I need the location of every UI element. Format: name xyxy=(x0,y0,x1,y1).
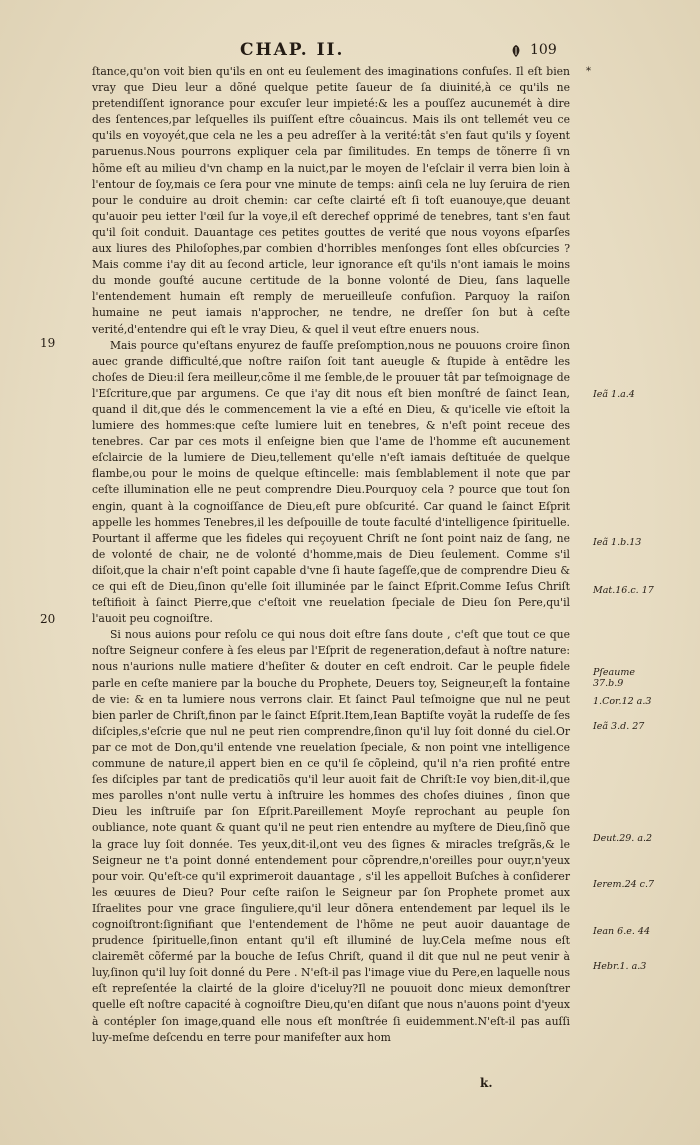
body-text xyxy=(92,64,570,1046)
margin-number-20: 20 xyxy=(40,612,56,626)
fleuron-icon xyxy=(510,44,522,58)
chapter-title: CHAP. II. xyxy=(240,40,345,60)
margin-note: Ieã 1.a.4 xyxy=(593,389,635,400)
page-number: 109 xyxy=(530,42,557,58)
margin-note: Ieã 1.b.13 xyxy=(593,537,642,548)
margin-note: Ierem.24 c.7 xyxy=(593,879,655,890)
signature-mark: k. xyxy=(480,1076,493,1090)
paragraph-20: Si nous auions pour reſolu ce qui nous doit eſtre ſans doute , c'eſt que tout ce que noſtre Seigneur confere à ſes eleus par l'Eſprit de regeneration,defaut à noſtre nature: nous n'aurions nulle matiere d'heſiter & douter en ceſt endroit. Car le peuple fidele parle en ceſte maniere par la bouche du Prophete, Deuers toy, Seigneur,eſt la fontaine de vie: & en ta lumiere nous verrons clair. Et ſainct Paul teſmoigne que nul ne peut bien parler de Chriſt,finon par le ſainct Eſprit.Item,Iean Baptiſte voyãt la rudeſſe de ſes diſciples,s'eſcrie que nul ne peut rien comprendre,ſinon qu'il luy ſoit donné du ciel.Or par ce mot de Don,qu'il entende vne reuelation ſpeciale, & non point vne intelligence commune de nature,il appert bien en ce qu'il ſe cõpleind, qu'il n'a rien profité entre ſes diſciples par tant de predicatiõs qu'il leur auoit fait de Chriſt:Ie voy bien,dit-il,que mes parolles n'ont nulle vertu à inſtruire les hommes des choſes diuines , ſinon que Dieu les inſtruiſe par ſon Eſprit.Pareillement Moyſe reprochant au peuple ſon oubliance, note quant & quant qu'il ne peut rien entendre au myſtere de Dieu,ſinõ que la grace luy ſoit donnée. Tes yeux,dit-il,ont veu des ſignes & miracles treſgrãs,& le Seigneur ne t'a point donné entendement pour cõprendre,n'oreilles pour ouyr,n'yeux pour voir. Qu'eſt-ce qu'il exprimeroit dauantage , s'il les appelloit Buſches à conſiderer les œuures de Dieu? Pour ceſte raiſon le Seigneur par ſon Prophete promet aux Iſraelites pour vne grace ſinguliere,qu'il leur dõnera entendement par lequel ils le cognoiſtront:ſignifiant que l'entendement de l'hõme ne peut auoir dauantage de prudence ſpirituelle,ſinon entant qu'il eſt illuminé de luy.Cela meſme nous eſt clairemẽt cõfermé par la bouche de Ieſus Chriſt, quand il dit que nul ne peut venir à luy,ſinon qu'il luy ſoit donné du Pere . N'eſt-il pas l'image viue du Pere,en laquelle nous eſt repreſentée la clairté de la gloire d'iceluy?Il ne pouuoit donc mieux demonſtrer quelle eſt noſtre capacité à cognoiſtre Dieu,qu'en diſant que nous n'auons point d'yeux à contépler ſon image,quand elle nous eſt monſtrée ſi euidemment.N'eſt-il pas auſſi luy-meſme deſcendu en terre pour manifeſter aux hom xyxy=(92,628,570,1044)
margin-note: Ieã 3.d. 27 xyxy=(593,721,645,732)
margin-number-19: 19 xyxy=(40,336,56,350)
margin-note: 1.Cor.12 a.3 xyxy=(593,696,652,707)
paragraph-19: Mais pource qu'eſtans enyurez de fauſſe preſomption,nous ne pouuons croire ſinon auec grande difficulté,que noſtre raiſon ſoit tant aueugle & ſtupide à entẽdre les choſes de Dieu:il ſera meilleur,cõme il me ſemble,de le prouuer tât par teſmoignage de l'Eſcriture,que par argumens. Ce que i'ay dit nous eſt bien monſtré de ſainct Iean, quand il dit,que dés le commencement la vie a eſté en Dieu, & qu'icelle vie eſtoit la lumiere des hommes:que ceſte lumiere luit en tenebres, & n'eſt point receue des tenebres. Car par ces mots il enſeigne bien que l'ame de l'homme eſt aucunement eſclaircie de la lumiere de Dieu,tellement qu'elle n'eſt iamais deſtituée de quelque flambe,ou pour le moins de quelque eſtincelle: mais ſemblablement il note que par ceſte illumination elle ne peut comprendre Dieu.Pourquoy cela ? pource que tout ſon engin, quant à la cognoiſſance de Dieu,eſt pure obſcurité. Car quand le ſainct Eſprit appelle les hommes Tenebres,il les deſpouille de toute faculté d'intelligence ſpirituelle. Pourtant il afferme que les fideles qui reçoyuent Chriſt ne ſont point naiz de ſang, ne de volonté de chair, ne de volonté d'homme,mais de Dieu ſeulement. Comme s'il diſoit,que la chair n'eſt point capable d'vne ſi haute ſageſſe,que de comprendre Dieu & ce qui eſt de Dieu,ſinon qu'elle ſoit illuminée par le ſainct Eſprit.Comme Ieſus Chriſt teſtifioit à ſainct Pierre,que c'eſtoit vne reuelation ſpeciale de Dieu ſon Pere,qu'il l'auoit peu cognoiſtre. xyxy=(92,338,570,626)
paragraph-continuation: ſtance,qu'on voit bien qu'ils en ont eu ſeulement des imaginations confuſes. Il eſt bien vray que Dieu leur a dõné quelque petite ſaueur de ſa diuinité,à ce qu'ils ne pretendiſſent ignorance pour excuſer leur impieté:& les a pouſſez aucunemét à dire des ſentences,par leſquelles ils puiſſent eſtre côuaincus. Mais ils ont tellemét veu ce qu'ils en voyoyét,que cela ne les a peu adreſſer à la verité:tât s'en faut qu'ils y ſoyent paruenus.Nous pourrons expliquer cela par ſimilitudes. En temps de tõnerre ſi vn hõme eſt au milieu d'vn champ en la nuict,par le moyen de l'eſclair il verra bien loin à l'entour de ſoy,mais ce ſera pour vne minute de temps: ainſi cela ne luy ſeruira de rien pour le conduire au droit chemin: car ceſte clairté eſt ſi toſt euanouye,que deuant qu'auoir peu ietter l'œil ſur la voye,il eſt derechef opprimé de tenebres, tant s'en faut qu'il ſoit conduit. Dauantage ces petites gouttes de verité que nous voyons eſparſes aux liures des Philoſophes,par combien d'horribles menſonges ſont elles obſcurcies ? Mais comme i'ay dit au ſecond article, leur ignorance eſt qu'ils n'ont iamais le moins du monde gouſté aucune certitude de la bonne volonté de Dieu, ſans laquelle l'entendement humain eſt remply de merueilleuſe confuſion. Parquoy la raiſon humaine ne peut iamais n'approcher, ne tendre, ne dreſſer ſon but à ceſte verité,d'entendre qui eſt le vray Dieu, & quel il veut eſtre enuers nous. xyxy=(92,65,570,336)
margin-note: Hebr.1. a.3 xyxy=(593,961,647,972)
margin-note: Mat.16.c. 17 xyxy=(593,585,654,596)
margin-note: Pſeaume 37.b.9 xyxy=(593,667,635,689)
margin-note: Iean 6.e. 44 xyxy=(593,926,650,937)
running-head xyxy=(0,40,700,66)
margin-note: Deut.29. a.2 xyxy=(593,833,653,844)
corner-mark: * xyxy=(586,66,591,77)
